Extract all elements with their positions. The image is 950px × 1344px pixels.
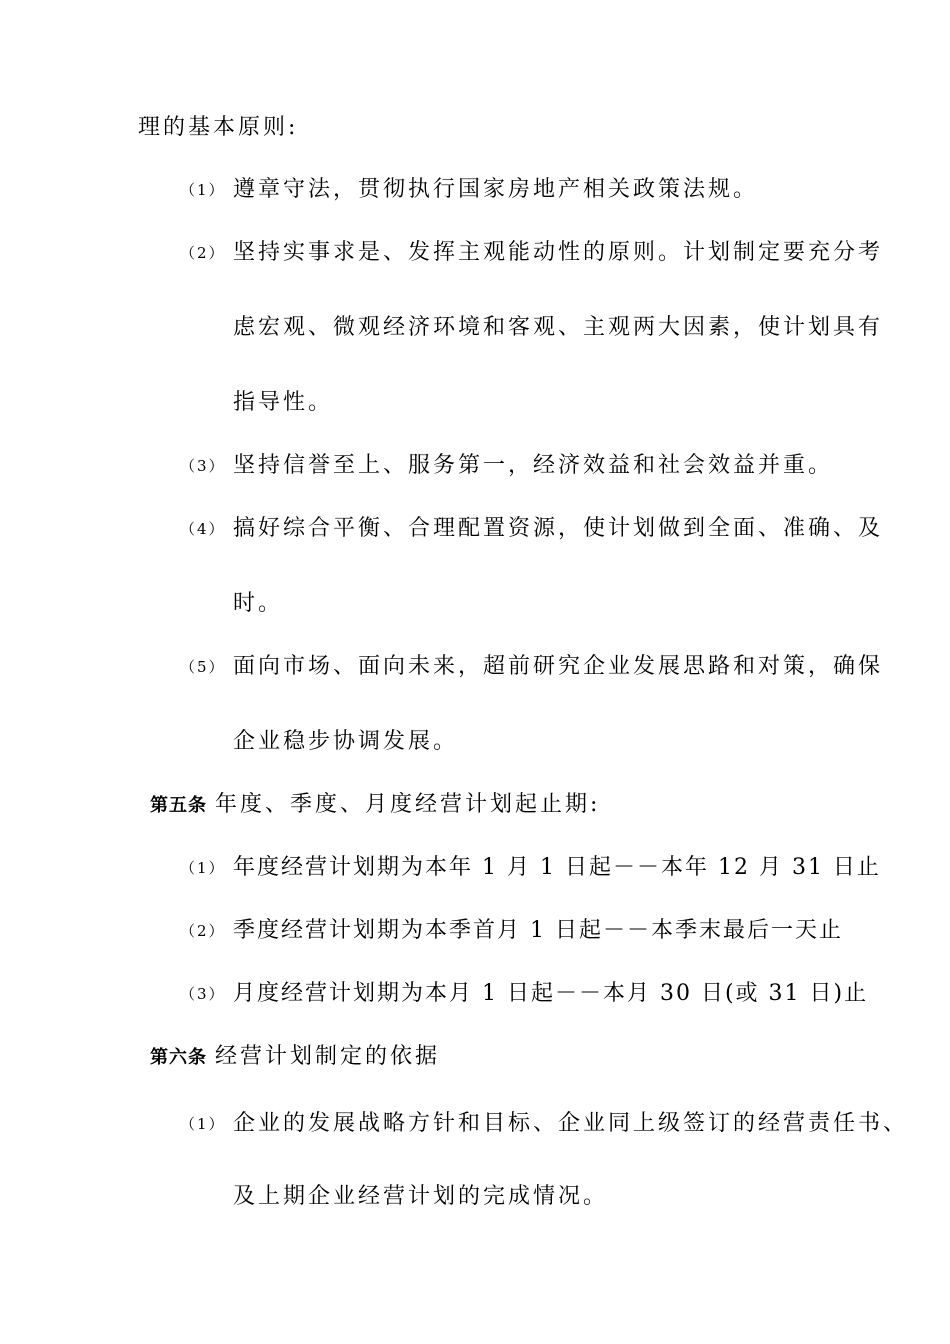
- article-5-item-3-number: （3）: [180, 985, 226, 1003]
- article-5-item-1-text: 年度经营计划期为本年 1 月 1 日起－－本年 12 月 31 日止: [233, 855, 881, 880]
- principle-5-line-2: 企业稳步协调发展。: [233, 729, 459, 754]
- principle-1-line-1: 遵章守法，贯彻执行国家房地产相关政策法规。: [233, 177, 759, 202]
- article-5-item-1-number: （1）: [180, 859, 226, 877]
- article-6-item-1-line-1: 企业的发展战略方针和目标、企业同上级签订的经营责任书、: [233, 1111, 909, 1136]
- principle-2-line-2: 虑宏观、微观经济环境和客观、主观两大因素，使计划具有: [233, 315, 884, 340]
- intro-line: 理的基本原则:: [138, 115, 299, 140]
- article-6-item-1-number: （1）: [180, 1115, 226, 1133]
- principle-4-line-1: 搞好综合平衡、合理配置资源，使计划做到全面、准确、及: [233, 516, 884, 541]
- article-6-item-1-line-2: 及上期企业经营计划的完成情况。: [233, 1184, 609, 1209]
- principle-2-number: （2）: [180, 244, 226, 262]
- principle-5-number: （5）: [180, 658, 226, 676]
- article-5-item-3-text: 月度经营计划期为本月 1 日起－－本月 30 日(或 31 日)止: [233, 981, 869, 1006]
- article-6-label: 第六条: [150, 1047, 207, 1068]
- principle-4-line-2: 时。: [233, 591, 284, 616]
- principle-4-number: （4）: [180, 520, 226, 538]
- principle-3-line-1: 坚持信誉至上、服务第一，经济效益和社会效益并重。: [233, 453, 834, 478]
- principle-3-number: （3）: [180, 457, 226, 475]
- principle-2-line-3: 指导性。: [233, 390, 334, 415]
- article-5-item-2-number: （2）: [180, 922, 226, 940]
- article-6-heading: [150, 1042, 440, 1073]
- article-5-title: 年度、季度、月度经营计划起止期:: [215, 792, 601, 817]
- principle-1-number: （1）: [180, 181, 226, 199]
- article-5-heading: [150, 790, 600, 821]
- article-5-label: 第五条: [150, 795, 207, 816]
- article-6-title: 经营计划制定的依据: [215, 1044, 441, 1069]
- article-5-item-2-text: 季度经营计划期为本季首月 1 日起－－本季末最后一天止: [233, 918, 843, 943]
- principle-2-line-1: 坚持实事求是、发挥主观能动性的原则。计划制定要充分考: [233, 240, 884, 265]
- principle-5-line-1: 面向市场、面向未来，超前研究企业发展思路和对策，确保: [233, 654, 884, 679]
